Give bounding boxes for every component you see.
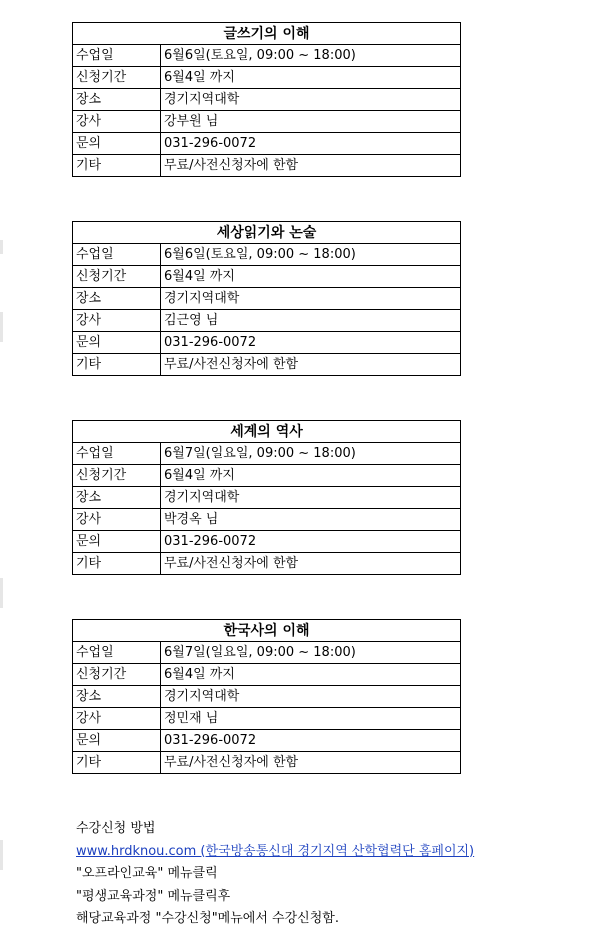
row-value: 6월4일 까지 bbox=[161, 664, 461, 686]
row-label: 기타 bbox=[73, 553, 161, 575]
table-row bbox=[73, 133, 461, 155]
table-row bbox=[73, 244, 461, 266]
row-value: 박경옥 님 bbox=[161, 509, 461, 531]
course-table bbox=[72, 221, 461, 376]
row-label: 기타 bbox=[73, 354, 161, 376]
info-step: 해당교육과정 "수강신청"메뉴에서 수강신청함. bbox=[76, 911, 339, 926]
row-value: 무료/사전신청자에 한함 bbox=[161, 155, 461, 177]
row-label: 수업일 bbox=[73, 443, 161, 465]
row-label: 신청기간 bbox=[73, 465, 161, 487]
row-value: 6월6일(토요일, 09:00 ~ 18:00) bbox=[161, 244, 461, 266]
table-row bbox=[73, 443, 461, 465]
row-value: 6월7일(일요일, 09:00 ~ 18:00) bbox=[161, 642, 461, 664]
table-row bbox=[73, 111, 461, 133]
course-title: 글쓰기의 이해 bbox=[73, 23, 461, 45]
row-value: 무료/사전신청자에 한함 bbox=[161, 354, 461, 376]
row-label: 기타 bbox=[73, 752, 161, 774]
row-label: 수업일 bbox=[73, 45, 161, 67]
row-value: 6월7일(일요일, 09:00 ~ 18:00) bbox=[161, 443, 461, 465]
row-value: 6월4일 까지 bbox=[161, 67, 461, 89]
course-table bbox=[72, 420, 461, 575]
row-value: 경기지역대학 bbox=[161, 487, 461, 509]
table-row bbox=[73, 45, 461, 67]
course-table bbox=[72, 619, 461, 774]
row-value: 강부원 님 bbox=[161, 111, 461, 133]
info-heading: 수강신청 방법 bbox=[76, 821, 156, 836]
row-label: 강사 bbox=[73, 708, 161, 730]
row-label: 신청기간 bbox=[73, 266, 161, 288]
row-value: 김근영 님 bbox=[161, 310, 461, 332]
row-value: 무료/사전신청자에 한함 bbox=[161, 553, 461, 575]
row-value: 정민재 님 bbox=[161, 708, 461, 730]
row-label: 신청기간 bbox=[73, 664, 161, 686]
table-row bbox=[73, 708, 461, 730]
course-title: 세계의 역사 bbox=[73, 421, 461, 443]
row-label: 강사 bbox=[73, 509, 161, 531]
row-value: 6월4일 까지 bbox=[161, 266, 461, 288]
row-label: 강사 bbox=[73, 310, 161, 332]
table-row bbox=[73, 465, 461, 487]
left-edge-mark bbox=[0, 312, 3, 342]
table-row bbox=[73, 531, 461, 553]
homepage-link[interactable]: www.hrdknou.com (한국방송통신대 경기지역 산학협력단 홈페이지) bbox=[76, 843, 475, 859]
row-value: 무료/사전신청자에 한함 bbox=[161, 752, 461, 774]
table-row bbox=[73, 155, 461, 177]
row-label: 장소 bbox=[73, 686, 161, 708]
row-label: 장소 bbox=[73, 89, 161, 111]
row-value: 경기지역대학 bbox=[161, 288, 461, 310]
table-row bbox=[73, 354, 461, 376]
row-value: 031-296-0072 bbox=[161, 133, 461, 155]
row-value: 031-296-0072 bbox=[161, 332, 461, 354]
table-row bbox=[73, 553, 461, 575]
row-label: 수업일 bbox=[73, 244, 161, 266]
info-step: "오프라인교육" 메뉴클릭 bbox=[76, 866, 218, 881]
table-row bbox=[73, 730, 461, 752]
row-label: 장소 bbox=[73, 288, 161, 310]
row-value: 경기지역대학 bbox=[161, 89, 461, 111]
left-edge-mark bbox=[0, 578, 3, 608]
row-value: 6월4일 까지 bbox=[161, 465, 461, 487]
row-label: 수업일 bbox=[73, 642, 161, 664]
row-label: 문의 bbox=[73, 332, 161, 354]
table-row bbox=[73, 752, 461, 774]
table-row bbox=[73, 89, 461, 111]
table-row bbox=[73, 686, 461, 708]
course-title: 세상읽기와 논술 bbox=[73, 222, 461, 244]
course-title: 한국사의 이해 bbox=[73, 620, 461, 642]
row-value: 031-296-0072 bbox=[161, 531, 461, 553]
table-row bbox=[73, 487, 461, 509]
table-row bbox=[73, 67, 461, 89]
row-label: 문의 bbox=[73, 730, 161, 752]
row-value: 경기지역대학 bbox=[161, 686, 461, 708]
row-value: 6월6일(토요일, 09:00 ~ 18:00) bbox=[161, 45, 461, 67]
table-row bbox=[73, 310, 461, 332]
row-label: 신청기간 bbox=[73, 67, 161, 89]
row-value: 031-296-0072 bbox=[161, 730, 461, 752]
table-row bbox=[73, 288, 461, 310]
table-row bbox=[73, 664, 461, 686]
course-table bbox=[72, 22, 461, 177]
row-label: 강사 bbox=[73, 111, 161, 133]
table-row bbox=[73, 642, 461, 664]
left-edge-mark bbox=[0, 240, 3, 254]
row-label: 장소 bbox=[73, 487, 161, 509]
row-label: 문의 bbox=[73, 133, 161, 155]
table-row bbox=[73, 509, 461, 531]
info-step: "평생교육과정" 메뉴클릭후 bbox=[76, 888, 231, 904]
row-label: 문의 bbox=[73, 531, 161, 553]
registration-info bbox=[76, 818, 474, 931]
row-label: 기타 bbox=[73, 155, 161, 177]
table-row bbox=[73, 266, 461, 288]
table-row bbox=[73, 332, 461, 354]
left-edge-mark bbox=[0, 840, 3, 870]
